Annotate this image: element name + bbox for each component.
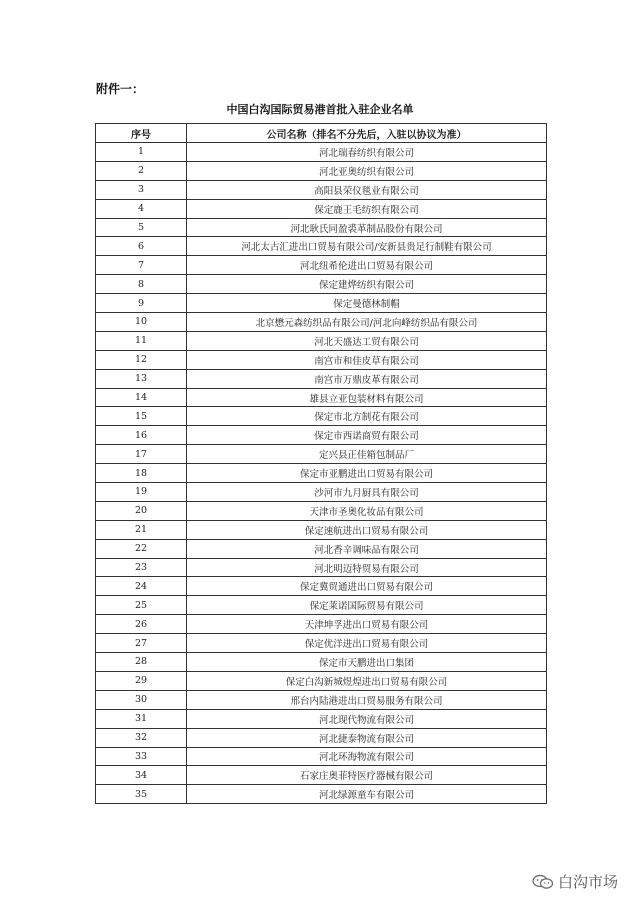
- row-company-name: 保定鹿王毛纺织有限公司: [187, 199, 547, 218]
- row-serial-number: 9: [96, 294, 187, 313]
- table-row: [96, 313, 547, 332]
- row-company-name: 南宫市万鼎皮革有限公司: [187, 369, 547, 388]
- table-row: [96, 747, 547, 766]
- row-serial-number: 22: [96, 539, 187, 558]
- row-serial-number: 24: [96, 577, 187, 596]
- row-company-name: 保定优洋进出口贸易有限公司: [187, 634, 547, 653]
- table-row: [96, 615, 547, 634]
- row-company-name: 北京懋元森纺织品有限公司/河北向峰纺织品有限公司: [187, 313, 547, 332]
- table-row: [96, 634, 547, 653]
- row-company-name: 保定市亚鹏进出口贸易有限公司: [187, 464, 547, 483]
- table-row: [96, 426, 547, 445]
- row-serial-number: 2: [96, 161, 187, 180]
- row-company-name: 河北天盛达工贸有限公司: [187, 331, 547, 350]
- table-row: [96, 445, 547, 464]
- table-row: [96, 237, 547, 256]
- row-company-name: 保定市天鹏进出口集团: [187, 653, 547, 672]
- table-row: [96, 143, 547, 162]
- table-row: [96, 558, 547, 577]
- row-company-name: 保定曼德林制帽: [187, 294, 547, 313]
- table-row: [96, 690, 547, 709]
- table-row: [96, 161, 547, 180]
- row-company-name: 河北绿源童车有限公司: [187, 785, 547, 804]
- row-serial-number: 13: [96, 369, 187, 388]
- table-row: [96, 539, 547, 558]
- row-serial-number: 35: [96, 785, 187, 804]
- row-company-name: 河北瑞春纺织有限公司: [187, 143, 547, 162]
- table-row: [96, 766, 547, 785]
- table-body: [96, 143, 547, 804]
- row-company-name: 石家庄奥菲特医疗器械有限公司: [187, 766, 547, 785]
- row-serial-number: 14: [96, 388, 187, 407]
- row-company-name: 河北亚奥纺织有限公司: [187, 161, 547, 180]
- row-serial-number: 27: [96, 634, 187, 653]
- table-row: [96, 275, 547, 294]
- row-company-name: 保定市北方制花有限公司: [187, 407, 547, 426]
- row-company-name: 高阳县荣仪毯业有限公司: [187, 180, 547, 199]
- table-row: [96, 407, 547, 426]
- header-serial-number: 序号: [96, 124, 187, 143]
- row-serial-number: 10: [96, 313, 187, 332]
- row-company-name: 保定速航进出口贸易有限公司: [187, 520, 547, 539]
- table-row: [96, 596, 547, 615]
- row-serial-number: 3: [96, 180, 187, 199]
- row-serial-number: 4: [96, 199, 187, 218]
- table-row: [96, 350, 547, 369]
- row-company-name: 定兴县正佳箱包制品厂: [187, 445, 547, 464]
- row-serial-number: 1: [96, 143, 187, 162]
- table-row: [96, 577, 547, 596]
- table-row: [96, 728, 547, 747]
- row-company-name: 沙河市九月厨具有限公司: [187, 483, 547, 502]
- row-serial-number: 26: [96, 615, 187, 634]
- row-serial-number: 33: [96, 747, 187, 766]
- row-company-name: 河北太古汇进出口贸易有限公司/安新县贵足行制鞋有限公司: [187, 237, 547, 256]
- table-row: [96, 653, 547, 672]
- row-serial-number: 15: [96, 407, 187, 426]
- table-row: [96, 331, 547, 350]
- row-company-name: 河北香辛调味品有限公司: [187, 539, 547, 558]
- row-serial-number: 28: [96, 653, 187, 672]
- row-company-name: 河北环海物流有限公司: [187, 747, 547, 766]
- row-serial-number: 19: [96, 483, 187, 502]
- row-serial-number: 34: [96, 766, 187, 785]
- table-row: [96, 199, 547, 218]
- header-company-name: 公司名称（排名不分先后，入驻以协议为准）: [187, 124, 547, 143]
- table-row: [96, 483, 547, 502]
- row-company-name: 河北捷泰物流有限公司: [187, 728, 547, 747]
- row-serial-number: 6: [96, 237, 187, 256]
- table-row: [96, 501, 547, 520]
- row-company-name: 南宫市和佳皮草有限公司: [187, 350, 547, 369]
- table-row: [96, 218, 547, 237]
- table-row: [96, 709, 547, 728]
- attachment-label: 附件一：: [96, 82, 145, 96]
- row-serial-number: 29: [96, 671, 187, 690]
- table-row: [96, 464, 547, 483]
- row-company-name: 保定白沟新城煜煌进出口贸易有限公司: [187, 671, 547, 690]
- row-company-name: 河北现代物流有限公司: [187, 709, 547, 728]
- row-serial-number: 8: [96, 275, 187, 294]
- wechat-icon: [532, 874, 554, 890]
- table-row: [96, 388, 547, 407]
- row-serial-number: 20: [96, 501, 187, 520]
- table-header-row: [96, 124, 547, 143]
- row-serial-number: 16: [96, 426, 187, 445]
- row-company-name: 保定建烨纺织有限公司: [187, 275, 547, 294]
- row-serial-number: 30: [96, 690, 187, 709]
- row-company-name: 保定市西诺商贸有限公司: [187, 426, 547, 445]
- row-company-name: 邢台内陆港进出口贸易服务有限公司: [187, 690, 547, 709]
- row-company-name: 保定冀贸通进出口贸易有限公司: [187, 577, 547, 596]
- table-row: [96, 785, 547, 804]
- row-company-name: 雄县立亚包装材料有限公司: [187, 388, 547, 407]
- table-row: [96, 671, 547, 690]
- row-serial-number: 21: [96, 520, 187, 539]
- row-serial-number: 25: [96, 596, 187, 615]
- watermark-text: 白沟市场: [557, 873, 618, 891]
- wechat-watermark: [532, 871, 618, 892]
- row-serial-number: 11: [96, 331, 187, 350]
- row-serial-number: 7: [96, 256, 187, 275]
- row-company-name: 河北耿氏同盈裘革制品股份有限公司: [187, 218, 547, 237]
- row-serial-number: 31: [96, 709, 187, 728]
- table-row: [96, 520, 547, 539]
- row-serial-number: 17: [96, 445, 187, 464]
- row-company-name: 河北纽希伦进出口贸易有限公司: [187, 256, 547, 275]
- row-company-name: 天津市圣奥化妆品有限公司: [187, 501, 547, 520]
- company-list-table: [95, 123, 547, 804]
- table-row: [96, 294, 547, 313]
- table-row: [96, 256, 547, 275]
- row-serial-number: 18: [96, 464, 187, 483]
- table-row: [96, 369, 547, 388]
- document-title: 中国白沟国际贸易港首批入驻企业名单: [226, 103, 414, 116]
- table-row: [96, 180, 547, 199]
- row-company-name: 天津坤孚进出口贸易有限公司: [187, 615, 547, 634]
- row-serial-number: 5: [96, 218, 187, 237]
- row-serial-number: 32: [96, 728, 187, 747]
- row-serial-number: 12: [96, 350, 187, 369]
- row-serial-number: 23: [96, 558, 187, 577]
- row-company-name: 河北明迈特贸易有限公司: [187, 558, 547, 577]
- row-company-name: 保定莱诺国际贸易有限公司: [187, 596, 547, 615]
